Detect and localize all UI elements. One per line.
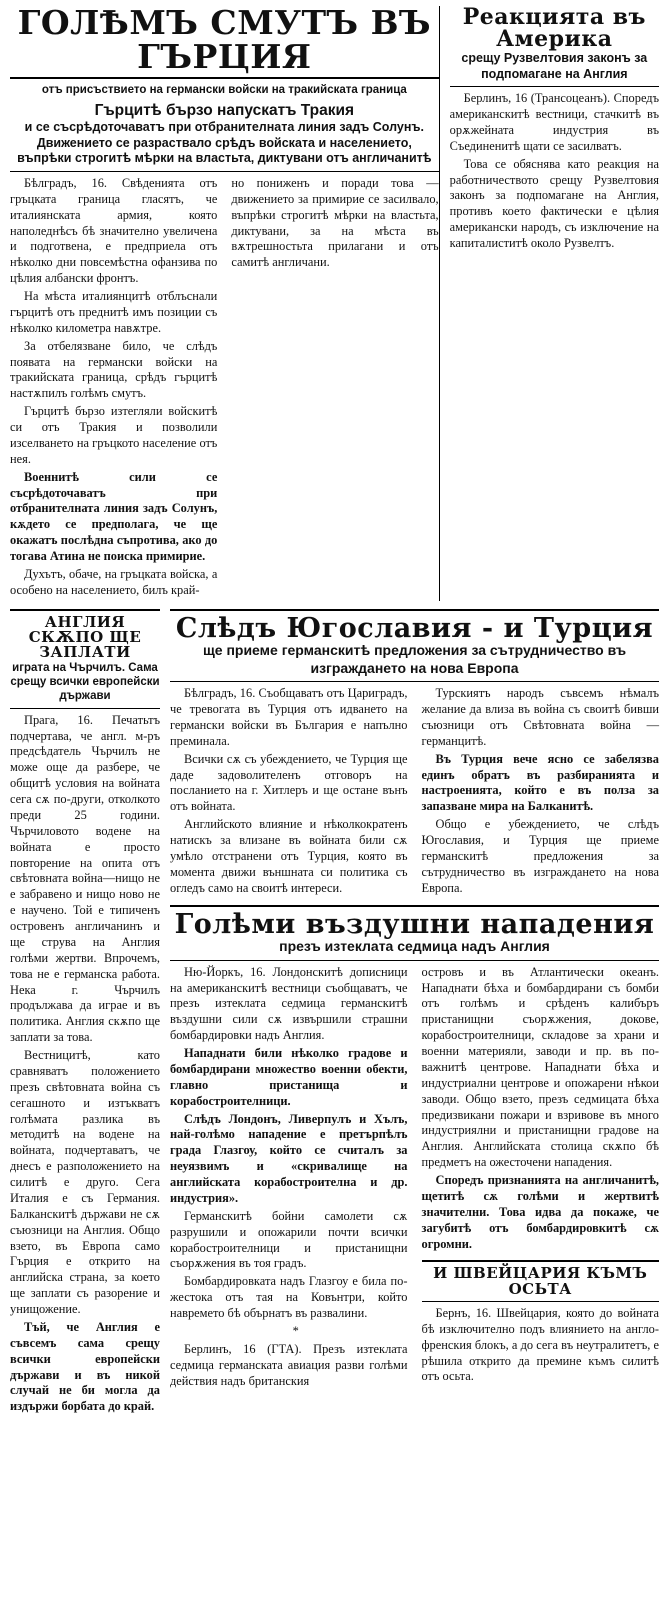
article-england-pay [10, 605, 160, 1418]
article1-column-1 [10, 176, 217, 601]
paragraph: Вестницитѣ, като сравняватъ положението презъ свѣтовната война съ сегашното и изтъкватъ голѣмата разлика въ методитѣ на водене на войната, подчертаватъ, че днесъ е разположението на силитѣ е друго. Сега Италия е съ Германия. Балканскитѣ държави не сѫ съюзници на Англия. Общо взето, въ Европа само Гърция е открито на английска страна, за което ще заплати съ разорение и унищожение. [10, 1048, 160, 1317]
article5-headline: Голѣми въздушни нападения [174, 908, 655, 940]
article2-deck: срещу Рузвелтовия законъ за подпомагане на Англия [461, 50, 648, 81]
article3-columns [170, 686, 659, 898]
paragraph: Общо е убеждението, че слѣдъ Югославия, и Турция ще приеме германскитѣ предложения за сътрудничество въ изграждането на нова Европа. [421, 817, 659, 895]
article4-headline: АНГЛИЯ СКѪПО ЩЕ ЗАПЛАТИ [28, 612, 142, 662]
paragraph: Ню-Йоркъ, 16. Лондонскитѣ дописници на американскитѣ вестници съобщаватъ, че презъ изтеклата седмица германскитѣ въздушни сили сѫ извършили страшни бомбардировки надъ Англия. [170, 964, 408, 1043]
rule [170, 960, 659, 961]
article2-headline: Реакцията въ Америка [462, 4, 646, 53]
rule [10, 609, 160, 611]
article1-headline: ГОЛѢМЪ СМУТЪ ВЪ ГЪРЦИЯ [17, 3, 432, 76]
article1-columns [10, 176, 439, 601]
paragraph: Берлинъ, 16 (ГТА). Презъ изтеклата седмица германската авиация разви голѣми действия надъ британския [170, 1341, 408, 1388]
paragraph: островъ и въ Атлантически океанъ. Нападнати бѣха и бомбардирани съ бомби отъ голѣмъ и срѣденъ калибъръ пристанищни съорѫжения, докове, корабостроителници, складове за храни и военни материяли, заводи и пр. въ по-важнитѣ центрове. Нападнати бѣха и индустриални центрове и опожарени нѣкои заводи. Общо взето, презъ седмицата бѣха предизвикани пожари и взривове въ много индустриялни и пристанищни градове на Англия. Английската столица скѫпо бѣ предметъ на ожесточени нападения. [421, 964, 659, 1170]
paragraph: Въ Турция вече ясно се забелязва единъ обратъ въ разбиранията и настроенията, който е въ полза за запазване мира на Балканитѣ. [421, 751, 659, 814]
article-yugoslavia-turkey [160, 605, 659, 1418]
article1-deck2: и се съсрѣдоточаватъ при отбранителната линия задъ Солунъ. Движението се разраствало срѣдъ войската и населението, въпрѣки строгитѣ мѣрки на властьта, диктувани отъ англичанитѣ [17, 120, 432, 166]
paragraph: Английското влияние и нѣколкократенъ натискъ за влизане въ войната били сѫ умѣло отстранени отъ Турция, която въ момента движи външната си политика съ огледъ само на своитѣ интереси. [170, 817, 408, 895]
article1-kicker: отъ присъствието на германски войски на тракийската граница [41, 84, 407, 97]
article-america-reaction [439, 6, 659, 601]
paragraph: Бѣлградъ, 16. Съобщаватъ отъ Цариградъ, че тревогата въ Турция отъ идването на германски войски въ България е напълно преминала. [170, 686, 408, 748]
rule [422, 1301, 660, 1302]
rule [450, 86, 659, 87]
article3-column-1 [170, 686, 408, 898]
paragraph: Слѣдъ Лондонъ, Ливерпулъ и Хълъ, най-голѣмо нападение е претърпѣлъ града Глазгоу, който се считалъ за неуязвимъ и «скривалище на английската корабостроителна и др. индустрия». [170, 1111, 408, 1205]
paragraph: Гърцитѣ бързо изтегляли войскитѣ си отъ Тракия и позволили изселването на гръцкото население отъ нея. [10, 404, 218, 466]
paragraph: Бѣлградъ, 16. Свѣденията отъ гръцката граница гласятъ, че италиянската армия, която наполеднѣсъ бѣ значително увеличена и подготвена, е предприела отъ нѣколко дни повсемѣстна офанзива по цѣлия албански фронтъ. [10, 175, 218, 286]
paragraph: Прага, 16. Печатьтъ подчертава, че англ. м-ръ предсѣдатель Чърчилъ не може още да разбере, че общитѣ условия на войната сега сѫ по-други, отколкото преди 25 години. Чърчиловото водене на войната е просто повторение на опита отъ свѣтовната война—нищо не е забравено и нищо ново не е научено. Той е типиченъ островенъ англичанинъ и ще струва на Англия голѣми жертви. Впрочемъ, това не е германска работа. Нека г. Чърчилъ продължава да играе и въ политика. Англия скѫпо ще заплати за това. [10, 712, 160, 1045]
paragraph: Духътъ, обаче, на гръцката войска, а особено на населението, билъ край- [10, 566, 218, 597]
rule [422, 1260, 660, 1262]
rule [170, 609, 659, 611]
article5-deck: презъ изтеклата седмица надъ Англия [279, 938, 550, 955]
paragraph: На мѣста италиянцитѣ отблъснали гърцитѣ отъ преднитѣ имъ позиции съ нѣколко километра навѫтре. [10, 289, 218, 335]
article5-columns [170, 965, 659, 1392]
paragraph: Берлинъ, 16 (Трансоцеанъ). Споредъ американскитѣ вестници, стачкитѣ въ орѫжейната индустрия въ Съединенитѣ щати се засилватъ. [449, 91, 659, 153]
paragraph: Споредъ признанията на англичанитѣ, щетитѣ сѫ голѣми и жертвитѣ значителни. Това идва да покаже, че загубитѣ отъ бомбардировкитѣ сѫ огромни. [421, 1173, 659, 1251]
article1-column-2 [231, 176, 438, 601]
article1-deck1: Гърцитѣ бързо напускатъ Тракия [94, 101, 355, 119]
article5-column-2 [422, 965, 660, 1392]
paragraph-separator: * [292, 1323, 299, 1338]
article-greece-turmoil [10, 3, 439, 601]
rule [170, 681, 659, 682]
paragraph: Нападнати били нѣколко градове и бомбардирани множество военни обекти, главно пристанища и корабостроителници. [170, 1046, 408, 1108]
paragraph: Всички сѫ съ убеждението, че Турция ще даде задоволителенъ отговоръ на посланието на г. Хитлеръ и ще остане вънъ отъ войната. [170, 751, 408, 814]
paragraph: За отбелязване било, че слѣдъ появата на германски войски на тракийската граница, срѣдъ гърцитѣ настѫпилъ голѣмъ смутъ. [10, 338, 218, 401]
paragraph: Бернъ, 16. Швейцария, която до войната бѣ изключително подъ влиянието на англо-френския блокъ, а до сега въ неутралитетъ, е рѣшила открито да премине къмъ силитѣ отъ осьта. [421, 1305, 659, 1384]
article6-headline: И ШВЕЙЦАРИЯ КЪМЪ ОСЬТА [433, 1264, 648, 1298]
article5-column-1 [170, 965, 408, 1392]
article3-headline: Слѣдъ Югославия - и Турция [175, 612, 654, 644]
paragraph: Военнитѣ сили се съсрѣдоточаватъ при отбранителната линия задъ Солунъ, кѫдето се предполага, че ще окажатъ послѣдна съпротива, ако до тогава Атина не поиска примирие. [10, 469, 218, 564]
paragraph: Това се обяснява като реакция на работничеството срещу Рузвелтовия законъ за подпомагане на Англия, противъ което фактически е цѣлия американски народъ, съ изключение на капиталиститѣ около Рузвелтъ. [449, 156, 659, 250]
paragraph: Турскиятъ народъ съвсемъ нѣмалъ желание да влиза въ война съ своитѣ бивши съюзници отъ Свѣтовната война — германцитѣ. [421, 686, 659, 748]
article4-deck: играта на Чърчилъ. Сама срещу всички европейски държави [10, 661, 160, 703]
article4-body [10, 713, 160, 1416]
paragraph: Тъй, че Англия е съвсемъ сама срещу всички европейски държави и въ никой случай не би могла да издържи борбата до край. [10, 1319, 160, 1414]
article3-deck: ще приеме германскитѣ предложения за сътрудничество въ изграждането на нова Европа [202, 642, 627, 676]
paragraph: Бомбардировката надъ Глазгоу е била по-жестока отъ тая на Ковънтри, който навремето бѣ обърнатъ въ развалини. [170, 1274, 408, 1320]
rule [10, 708, 160, 709]
rule [10, 171, 439, 172]
rule [170, 905, 659, 907]
paragraph: Германскитѣ бойни самолети сѫ разрушили и опожарили почти всички корабостроителници и пристанищни съорѫжения въ тоя градъ. [170, 1208, 408, 1271]
paragraph: но пониженъ и поради това — движението за примирие се засилвало, въпрѣки строгитѣ мѣрки на властьта, диктувани, за на мѣста въ вѫтрешностьта прилагани и отъ самитѣ англичани. [231, 175, 439, 270]
rule [10, 77, 439, 79]
article2-body [450, 91, 659, 252]
article3-column-2 [422, 686, 660, 898]
middle-zone [10, 605, 659, 1418]
top-zone [10, 3, 659, 601]
